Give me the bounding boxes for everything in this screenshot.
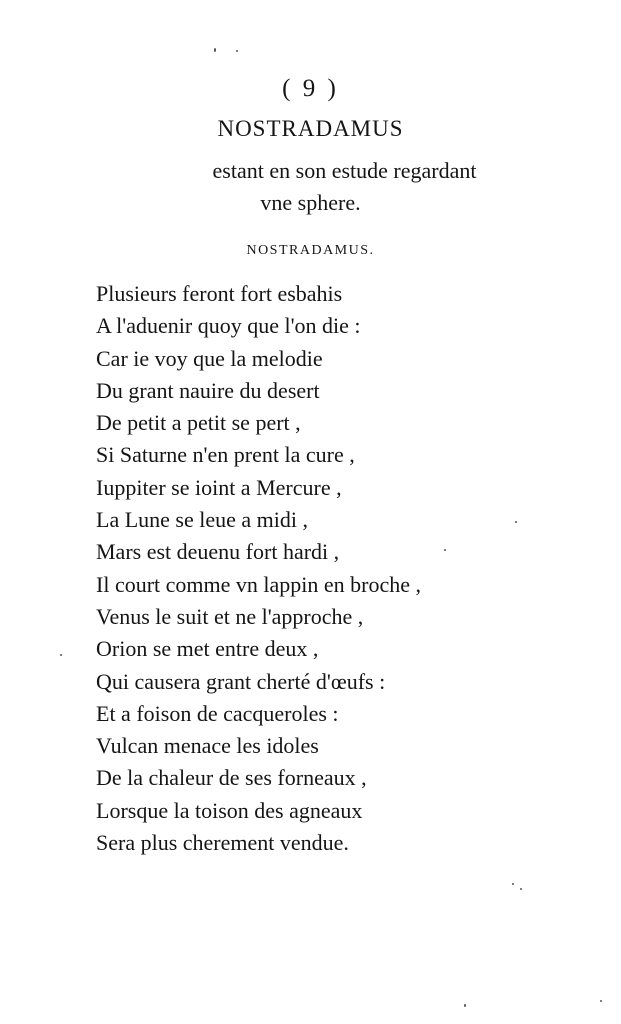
verse-line: Venus le suit et ne l'approche , xyxy=(96,603,364,629)
subtitle-line-1: estant en son estude regardant xyxy=(212,158,477,183)
paper-speck xyxy=(60,654,62,656)
paper-speck xyxy=(444,549,446,551)
verse-line: Mars est deuenu fort hardi , xyxy=(96,539,340,565)
verse-line: Orion se met entre deux , xyxy=(96,636,319,662)
paper-speck xyxy=(512,883,514,885)
verse-line: De petit a petit se pert , xyxy=(96,410,301,436)
verse-line: Si Saturne n'en prent la cure , xyxy=(96,442,355,468)
paper-speck xyxy=(600,1000,602,1002)
paper-speck xyxy=(520,888,522,890)
verse-line: Sera plus cherement vendue. xyxy=(96,830,349,856)
paper-speck xyxy=(464,1004,466,1007)
verse-line: Du grant nauire du desert xyxy=(96,377,320,403)
verse-line: Lorsque la toison des agneaux xyxy=(96,797,363,823)
verse-line: Iuppiter se ioint a Mercure , xyxy=(96,474,342,500)
verse-line: Et a foison de cacqueroles : xyxy=(96,700,339,726)
paper-speck xyxy=(515,521,517,523)
subtitle-line-2: vne sphere. xyxy=(260,190,361,215)
page-number: ( 9 ) xyxy=(282,75,339,102)
verse-line: La Lune se leue a midi , xyxy=(96,507,308,533)
verse-line: Plusieurs feront fort esbahis xyxy=(96,281,343,306)
paper-speck xyxy=(236,50,238,52)
verse-line: Il court comme vn lappin en broche , xyxy=(96,571,422,597)
verse-line: A l'aduenir quoy que l'on die : xyxy=(96,313,361,339)
speaker-name: NOSTRADAMUS. xyxy=(246,243,375,258)
verse-line: De la chaleur de ses forneaux , xyxy=(96,765,367,791)
verse-line: Car ie voy que la melodie xyxy=(96,345,323,371)
verse-line: Qui causera grant cherté d'œufs : xyxy=(96,668,386,694)
poem-title: NOSTRADAMUS xyxy=(217,116,404,141)
paper-speck xyxy=(214,48,216,52)
verse-line: Vulcan menace les idoles xyxy=(96,733,319,759)
poem-verse xyxy=(96,278,596,859)
